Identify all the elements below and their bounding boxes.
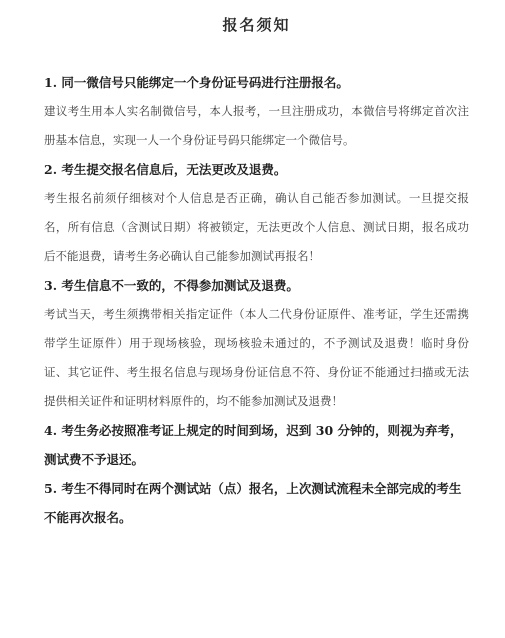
section-3 — [44, 271, 469, 416]
section-1-heading: 1. 同一微信号只能绑定一个身份证号码进行注册报名。 — [44, 75, 349, 90]
section-3-body: 考试当天，考生须携带相关指定证件（本人二代身份证原件、准考证，学生还需携带学生证原件）用于现场核验，现场核验未通过的，不予测试及退费！临时身份证、其它证件、考生报名信息与现场身份证信息不符、身份证不能通过扫描或无法提供相关证件和证明材料原件的，均不能参加测试及退费！ — [44, 307, 469, 408]
section-2 — [44, 155, 469, 271]
section-5-heading: 5. 考生不得同时在两个测试站（点）报名，上次测试流程未全部完成的考生不能再次报名。 — [44, 481, 462, 525]
section-2-body: 考生报名前须仔细核对个人信息是否正确，确认自己能否参加测试。一旦提交报名，所有信息（含测试日期）将被锁定，无法更改个人信息、测试日期，报名成功后不能退费，请考生务必确认自己能参加测试再报名！ — [44, 191, 469, 263]
section-5 — [44, 474, 469, 532]
section-4-heading: 4. 考生务必按照准考证上规定的时间到场，迟到 30 分钟的，则视为弃考，测试费不予退还。 — [44, 423, 463, 467]
section-1 — [44, 68, 469, 155]
section-2-heading: 2. 考生提交报名信息后，无法更改及退费。 — [44, 162, 287, 177]
section-1-body: 建议考生用本人实名制微信号，本人报考，一旦注册成功，本微信号将绑定首次注册基本信息，实现一人一个身份证号码只能绑定一个微信号。 — [44, 104, 469, 147]
page-title: 报名须知 — [222, 16, 291, 34]
section-3-heading: 3. 考生信息不一致的，不得参加测试及退费。 — [44, 278, 299, 293]
section-4 — [44, 416, 469, 474]
